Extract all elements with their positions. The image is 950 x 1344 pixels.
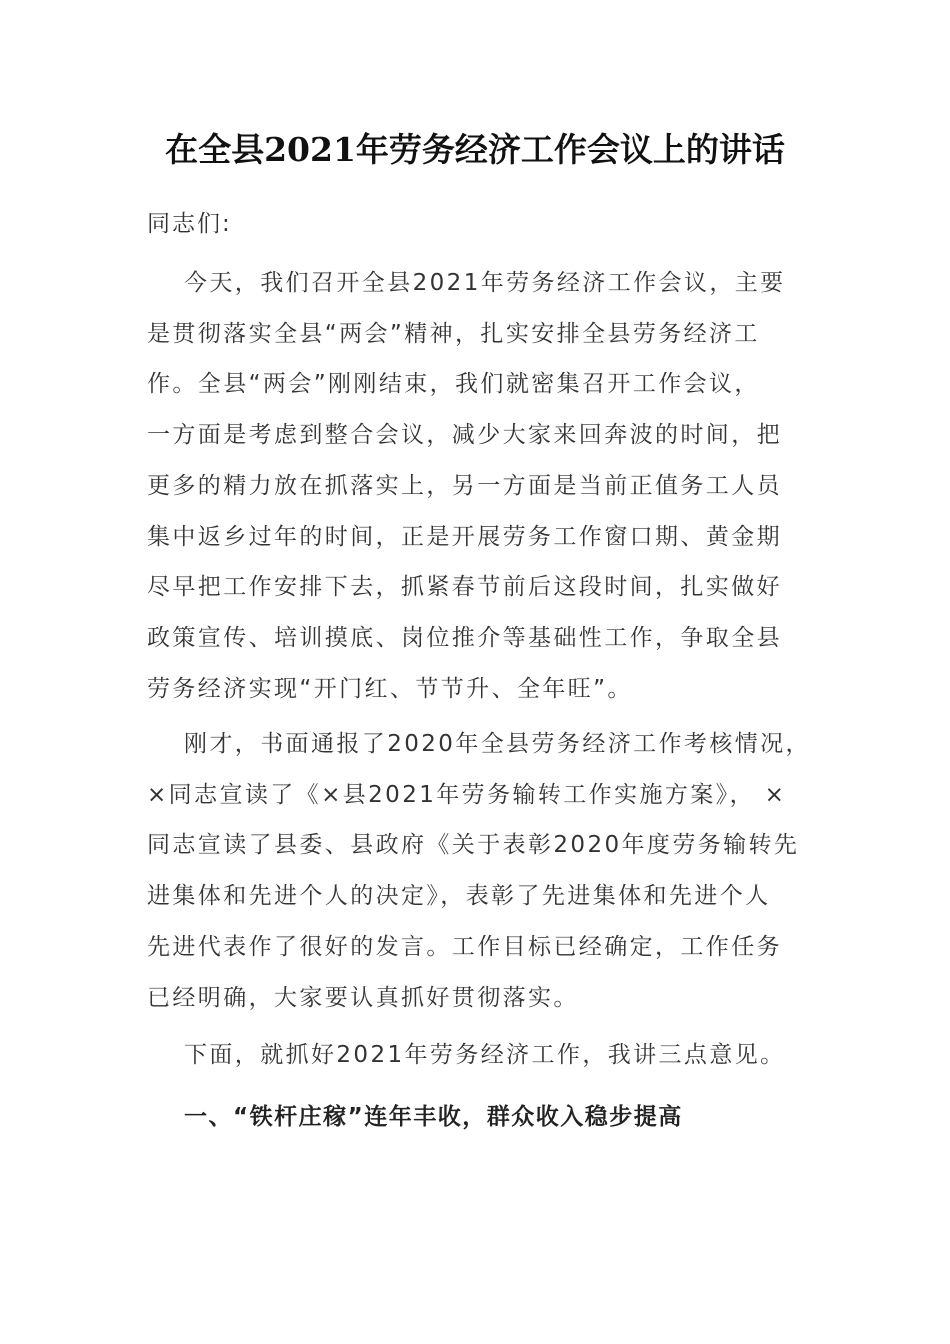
paragraph-line: 先进代表作了很好的发言。工作目标已经确定，工作任务 [147, 933, 782, 960]
paragraph-line: 刚才，书面通报了2020年全县劳务经济工作考核情况， [184, 731, 811, 757]
paragraph-line: ×同志宣读了《×县2021年劳务输转工作实施方案》， × [147, 781, 787, 808]
paragraph-2 [147, 719, 827, 1023]
document-title: 在全县2021年劳务经济工作会议上的讲话 [165, 130, 785, 169]
paragraph-line: 进集体和先进个人的决定》，表彰了先进集体和先进个人 [147, 883, 771, 910]
paragraph-line: 一方面是考虑到整合会议，减少大家来回奔波的时间，把 [147, 422, 782, 449]
paragraph-line: 更多的精力放在抓落实上，另一方面是当前正值务工人员 [147, 472, 782, 499]
paragraph-line: 同志宣读了县委、县政府《关于表彰2020年度劳务输转先 [147, 832, 800, 859]
paragraph-line: 劳务经济实现“开门红、节节升、全年旺”。 [147, 675, 633, 702]
paragraph-line: 尽早把工作安排下去，抓紧春节前后这段时间，扎实做好 [147, 574, 782, 601]
paragraph-1 [147, 258, 827, 714]
paragraph-line: 下面，就抓好2021年劳务经济工作，我讲三点意见。 [184, 1042, 786, 1068]
paragraph-line: 集中返乡过年的时间，正是开展劳务工作窗口期、黄金期 [147, 523, 782, 550]
section-heading: 一、“铁杆庄稼”连年丰收，群众收入稳步提高 [184, 1104, 683, 1130]
paragraph-line: 已经明确，大家要认真抓好贯彻落实。 [147, 984, 579, 1011]
paragraph-3 [147, 1030, 827, 1081]
paragraph-line: 今天，我们召开全县2021年劳务经济工作会议，主要 [184, 270, 786, 296]
salutation: 同志们: [147, 211, 232, 237]
paragraph-line: 是贯彻落实全县“两会”精神，扎实安排全县劳务经济工 [147, 320, 760, 347]
paragraph-line: 政策宣传、培训摸底、岗位推介等基础性工作，争取全县 [147, 624, 782, 651]
paragraph-line: 作。全县“两会”刚刚结束，我们就密集召开工作会议， [147, 371, 760, 398]
